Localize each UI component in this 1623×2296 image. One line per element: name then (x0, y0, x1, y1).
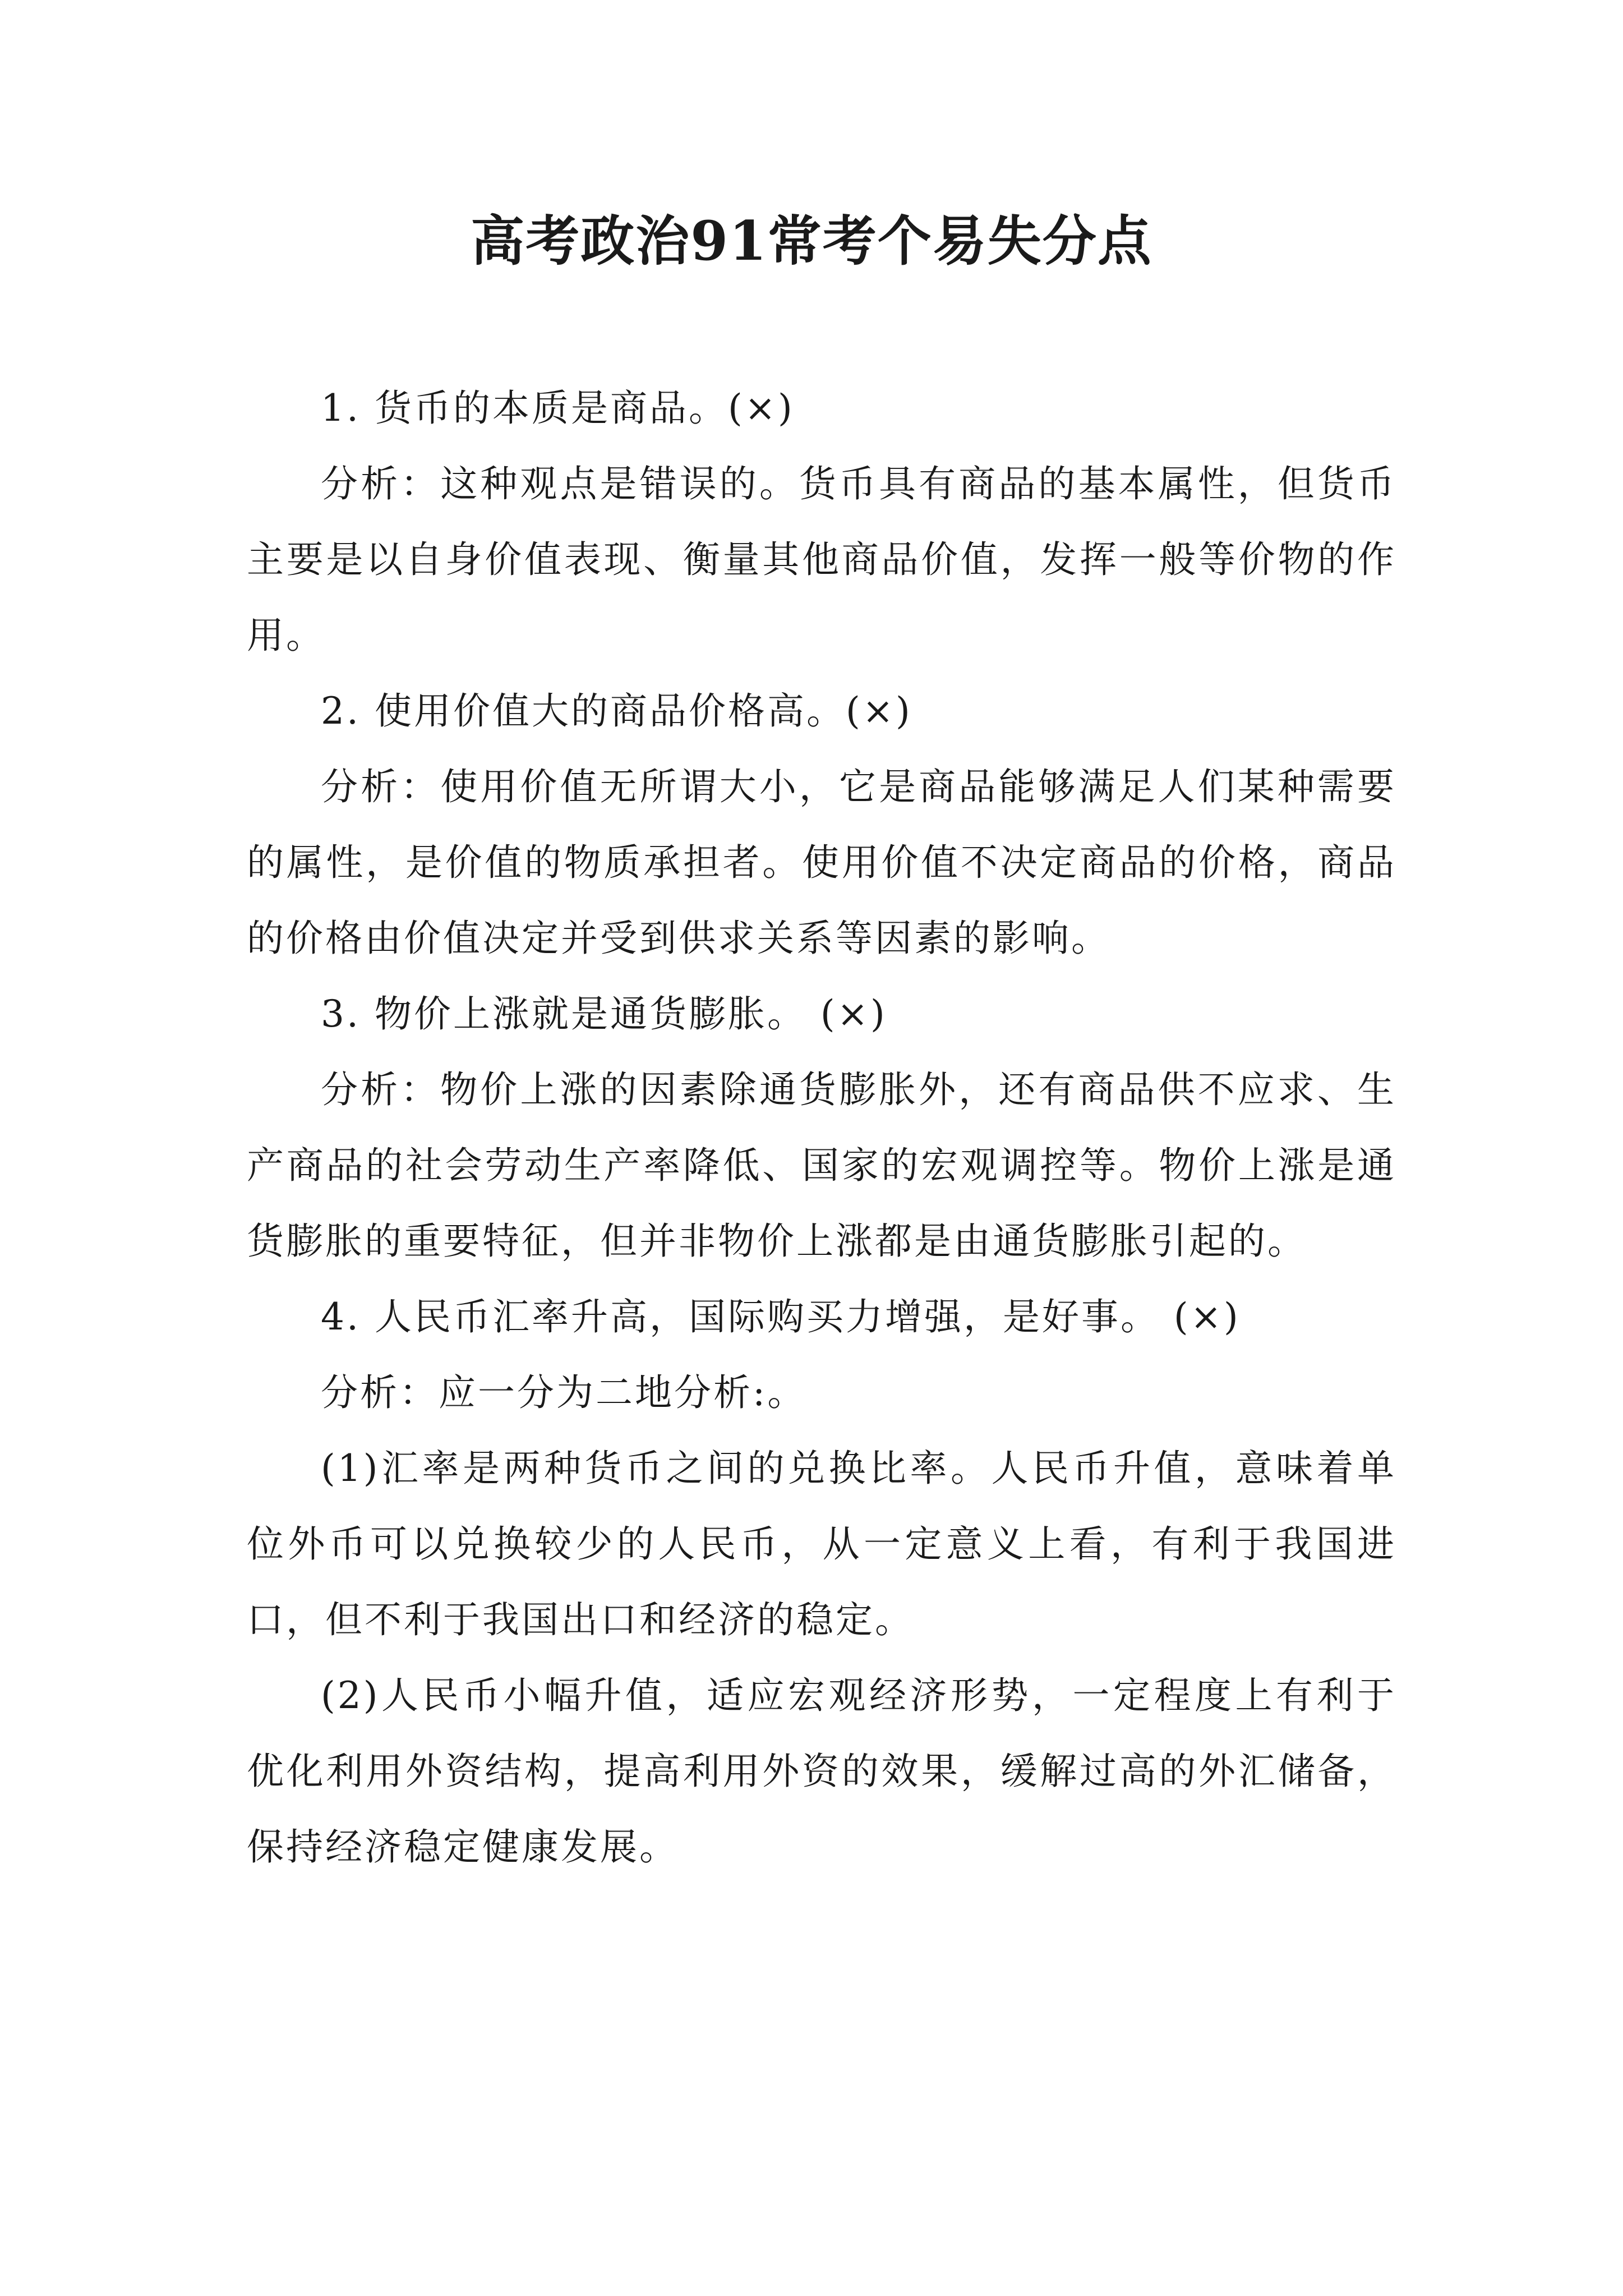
question-4: 4. 人民币汇率升高，国际购买力增强，是好事。 (×) (321, 1295, 1241, 1338)
question-1: 1. 货币的本质是商品。(×) (321, 386, 795, 430)
question-2: 2. 使用价值大的商品价格高。(×) (321, 689, 912, 733)
document-body (247, 370, 1396, 1885)
question-3: 3. 物价上涨就是通货膨胀。 (×) (321, 992, 887, 1036)
document-title: 高考政治91常考个易失分点 (471, 209, 1152, 273)
analysis-4-point-1: (1)汇率是两种货币之间的兑换比率。人民币升值，意味着单位外币可以兑换较少的人民币，从一定意义上看，有利于我国进口，但不利于我国出口和经济的稳定。 (247, 1447, 1396, 1641)
analysis-1: 分析：这种观点是错误的。货币具有商品的基本属性，但货币主要是以自身价值表现、衡量其他商品价值，发挥一般等价物的作用。 (247, 462, 1396, 657)
analysis-2: 分析：使用价值无所谓大小，它是商品能够满足人们某种需要的属性，是价值的物质承担者。使用价值不决定商品的价格，商品的价格由价值决定并受到供求关系等因素的影响。 (247, 765, 1396, 960)
analysis-4: 分析：应一分为二地分析:。 (321, 1371, 807, 1414)
analysis-4-point-2: (2)人民币小幅升值，适应宏观经济形势，一定程度上有利于优化利用外资结构，提高利用外资的效果，缓解过高的外汇储备，保持经济稳定健康发展。 (247, 1674, 1396, 1869)
analysis-3: 分析：物价上涨的因素除通货膨胀外，还有商品供不应求、生产商品的社会劳动生产率降低、国家的宏观调控等。物价上涨是通货膨胀的重要特征，但并非物价上涨都是由通货膨胀引起的。 (247, 1068, 1396, 1263)
